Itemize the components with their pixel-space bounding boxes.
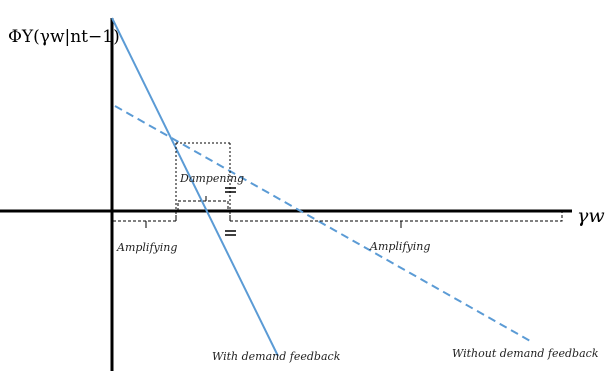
amplifying-left-label: Amplifying	[117, 241, 178, 254]
dampening-label: Dampening	[180, 172, 245, 185]
without-demand-feedback-label: Without demand feedback	[452, 347, 599, 360]
break-mark-lower	[225, 231, 236, 235]
y-axis-label: ΦY(γw|nt−1)	[8, 27, 120, 47]
x-axis-label: γw	[577, 205, 605, 227]
with-demand-feedback-label: With demand feedback	[212, 350, 341, 363]
without-demand-feedback-line	[115, 106, 532, 342]
with-demand-feedback-line	[112, 18, 278, 356]
break-mark-upper	[225, 188, 236, 192]
amplifying-right-label: Amplifying	[370, 240, 431, 253]
